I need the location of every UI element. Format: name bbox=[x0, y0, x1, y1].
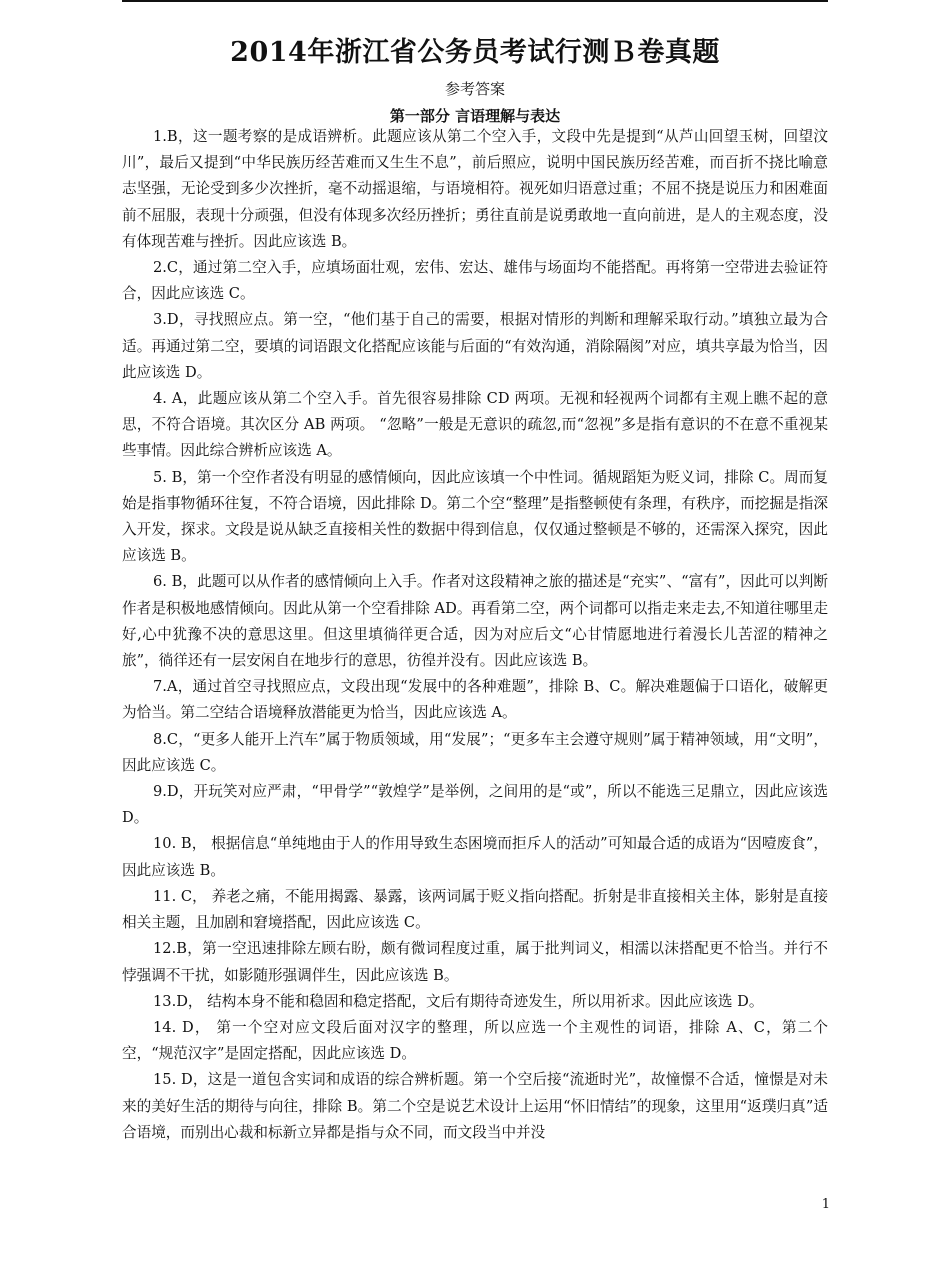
document-subtitle: 参考答案 bbox=[444, 80, 505, 98]
answer-paragraph-6: 6. B，此题可以从作者的感情倾向上入手。作者对这段精神之旅的描述是“充实”、“富有”，因此可以判断作者是积极地感情倾向。因此从第一个空看排除 AD。再看第二空，两个词都可以指走来走去,不知道往哪里走好,心中犹豫不决的意思这里。但这里填徜徉更合适，因为对应后文“心甘情愿地进行着漫长儿苦涩的精神之旅”，徜徉还有一层安闲自在地步行的意思，彷徨并没有。因此应该选 B。 bbox=[122, 573, 828, 670]
answer-paragraph-11: 11. C， 养老之痛，不能用揭露、暴露，该两词属于贬义指向搭配。折射是非直接相关主体，影射是直接相关主题，且加剧和窘境搭配，因此应该选 C。 bbox=[122, 887, 828, 932]
answer-paragraph-2: 2.C，通过第二空入手，应填场面壮观，宏伟、宏达、雄伟与场面均不能搭配。再将第一空带进去验证符合，因此应该选 C。 bbox=[122, 259, 828, 303]
answer-paragraph-5: 5. B，第一个空作者没有明显的感情倾向，因此应该填一个中性词。循规蹈矩为贬义词，排除 C。周而复始是指事物循环往复，不符合语境，因此排除 D。第二个空“整理”是指整顿使有条理，有秩序，而挖掘是指深入开发，探求。文段是说从缺乏直接相关性的数据中得到信息，仅仅通过整顿是不够的，还需深入探究，因此应该选 B。 bbox=[122, 468, 828, 565]
answer-paragraph-1: 1.B，这一题考察的是成语辨析。此题应该从第二个空入手，文段中先是提到“从芦山回望玉树，回望汶川”，最后又提到“中华民族历经苦难而又生生不息”，前后照应，说明中国民族历经苦难，而百折不挠比喻意志坚强，无论受到多少次挫折，毫不动摇退缩，与语境相符。视死如归语意过重；不屈不挠是说压力和困难面前不屈服，表现十分顽强，但没有体现多次经历挫折；勇往直前是说勇敢地一直向前进，是人的主观态度，没有体现苦难与挫折。因此应该选 B。 bbox=[122, 128, 828, 250]
answer-paragraph-15: 15. D，这是一道包含实词和成语的综合辨析题。第一个空后接“流逝时光”，故憧憬不合适，憧憬是对未来的美好生活的期待与向往，排除 B。第二个空是说艺术设计上运用“怀旧情结”的现象，这里用“返璞归真”适合语境，而别出心裁和标新立异都是指与众不同，而文段当中并没 bbox=[122, 1071, 828, 1141]
answer-paragraph-7: 7.A，通过首空寻找照应点，文段出现“发展中的各种难题”，排除 B、C。解决难题偏于口语化，破解更为恰当。第二空结合语境释放潜能更为恰当，因此应该选 A。 bbox=[122, 678, 828, 722]
answer-list bbox=[122, 124, 828, 1146]
page-number: 1 bbox=[821, 1197, 830, 1212]
document-title: 2014年浙江省公务员考试行测Ｂ卷真题 bbox=[230, 37, 720, 68]
section-heading: 第一部分 言语理解与表达 bbox=[389, 107, 561, 125]
answer-paragraph-8: 8.C，“更多人能开上汽车”属于物质领域，用“发展”；“更多车主会遵守规则”属于精神领域，用“文明”，因此应该选 C。 bbox=[122, 730, 828, 774]
answer-paragraph-4: 4. A，此题应该从第二个空入手。首先很容易排除 CD 两项。无视和轻视两个词都有主观上瞧不起的意思，不符合语境。其次区分 AB 两项。 “忽略”一般是无意识的疏忽,而“忽视”多是指有意识的不在意不重视某些事情。因此综合辨析应该选 A。 bbox=[122, 390, 828, 460]
answer-paragraph-3: 3.D，寻找照应点。第一空，“他们基于自己的需要，根据对情形的判断和理解采取行动。”填独立最为合适。再通过第二空，要填的词语跟文化搭配应该能与后面的“有效沟通，消除隔阂”对应，填共享最为恰当，因此应该选 D。 bbox=[122, 311, 828, 381]
answer-paragraph-13: 13.D， 结构本身不能和稳固和稳定搭配，文后有期待奇迹发生，所以用祈求。因此应该选 D。 bbox=[153, 992, 764, 1010]
answer-paragraph-10: 10. B， 根据信息“单纯地由于人的作用导致生态困境而拒斥人的活动”可知最合适的成语为“因噎废食”，因此应该选 B。 bbox=[122, 835, 828, 879]
top-rule bbox=[122, 0, 828, 2]
answer-paragraph-9: 9.D，开玩笑对应严肃，“甲骨学”“敦煌学”是举例，之间用的是“或”，所以不能选三足鼎立，因此应该选 D。 bbox=[122, 783, 828, 827]
answer-paragraph-14: 14. D， 第一个空对应文段后面对汉字的整理，所以应选一个主观性的词语，排除 A、C，第二个空，“规范汉字”是固定搭配，因此应该选 D。 bbox=[122, 1018, 828, 1063]
answer-paragraph-12: 12.B，第一空迅速排除左顾右盼，颇有微词程度过重，属于批判词义，相濡以沫搭配更不恰当。并行不悖强调不干扰，如影随形强调伴生，因此应该选 B。 bbox=[122, 940, 828, 984]
